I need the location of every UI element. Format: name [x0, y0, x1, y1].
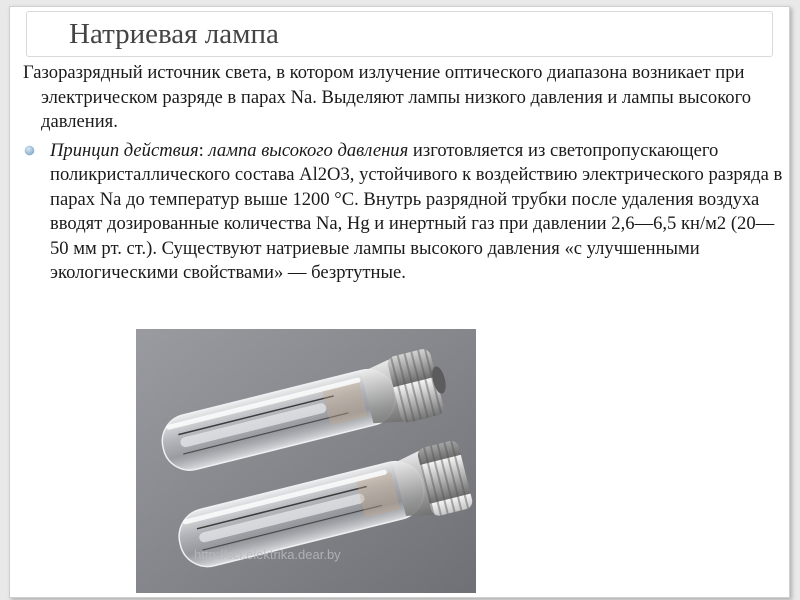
bullet-icon	[24, 145, 35, 156]
title-placeholder	[26, 11, 773, 57]
definition-paragraph: Газоразрядный источник света, в котором излучение оптического диапазона возникает при электрическом разряде в парах Na. Выделяют лампы низкого давления и лампы высокого давления.	[23, 62, 752, 132]
photo-watermark: http://sci.elektrika.dear.by	[194, 547, 341, 562]
slide	[9, 6, 790, 598]
high-pressure-lamp-term: лампа высокого давления	[208, 139, 409, 161]
slide-title: Натриевая лампа	[69, 18, 279, 50]
slide-body	[23, 61, 783, 286]
sodium-lamps-photo	[136, 329, 476, 593]
principle-label: Принцип действия	[50, 139, 199, 161]
bullet-item	[23, 139, 783, 286]
principle-text: изготовляется из светопропускающего поликристаллического состава Al2O3, устойчивого к воздействию электрического разряда в парах Na до температур выше 1200 °С. Внутрь разрядной трубки после удаления воздуха вводят дозированные количества Na, Hg и инертный газ при давлении 2,6—6,5 кн/м2 (20—50 мм рт. ст.). Существуют натриевые лампы высокого давления «с улучшенными экологическими свойствами» — безртутные.	[50, 139, 783, 283]
colon: :	[198, 139, 209, 161]
